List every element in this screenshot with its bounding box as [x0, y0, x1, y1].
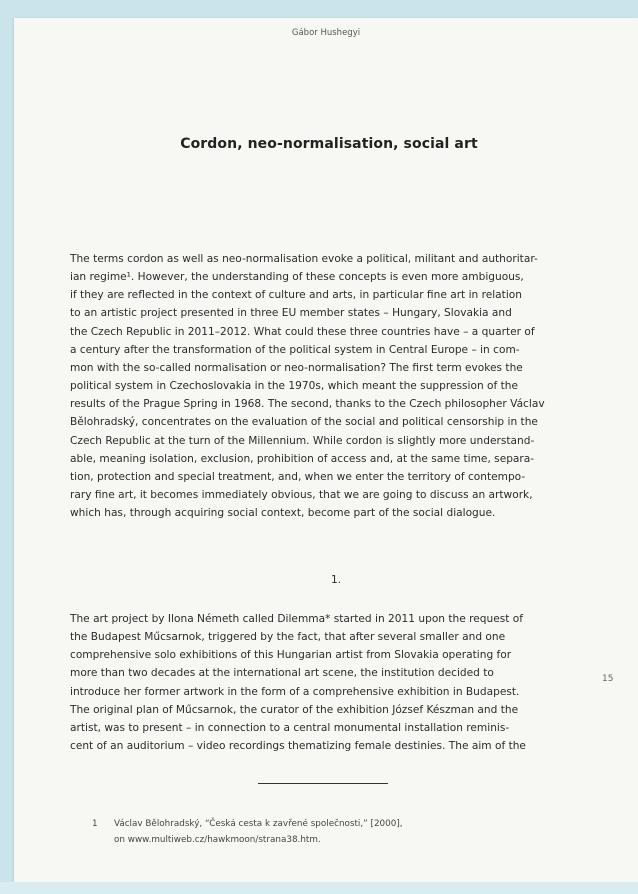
text-line: comprehensive solo exhibitions of this Hungarian artist from Slovakia operating for [70, 649, 512, 662]
text-line: the Budapest Műcsarnok, triggered by the fact, that after several smaller and one [70, 631, 506, 644]
text-line: cent of an auditorium – video recordings thematizing female destinies. The aim of the [70, 740, 526, 753]
page-bottom-edge [0, 882, 638, 894]
text-line: more than two decades at the international art scene, the institution decided to [70, 667, 494, 680]
text-line: The art project by Ilona Németh called Dilemma* started in 2011 upon the request of [70, 613, 523, 625]
book-page [14, 18, 638, 882]
page-number: 15 [602, 674, 614, 684]
text-line: results of the Prague Spring in 1968. The second, thanks to the Czech philosopher Václav [70, 398, 545, 411]
text-line: if they are reflected in the context of culture and arts, in particular fine art in relation [70, 289, 522, 302]
text-line: The terms cordon as well as neo-normalisation evoke a political, militant and authoritar- [70, 253, 538, 265]
text-line: Czech Republic at the turn of the Millennium. While cordon is slightly more understand- [70, 434, 535, 447]
text-line: The original plan of Műcsarnok, the curator of the exhibition József Készman and the [70, 703, 519, 716]
text-line: tion, protection and special treatment, and, when we enter the territory of contempo- [70, 470, 526, 483]
text-line: introduce her former artwork in the form of a comprehensive exhibition in Budapest. [70, 685, 520, 698]
text-line: rary fine art, it becomes immediately obvious, that we are going to discuss an artwork, [70, 489, 533, 502]
footnote-number: 1 [92, 819, 98, 829]
text-line: political system in Czechoslovakia in the 1970s, which meant the suppression of the [70, 380, 519, 393]
section-number: 1. [330, 574, 342, 586]
text-line: which has, through acquiring social context, become part of the social dialogue. [70, 507, 496, 520]
footnote-line: Václav Bělohradský, “Česká cesta k zavřené společnosti,” [2000], [114, 819, 403, 829]
paragraph-intro [70, 250, 590, 522]
text-line: a century after the transformation of the political system in Central Europe – in com- [70, 343, 520, 356]
text-line: artist, was to present – in connection to a central monumental installation reminis- [70, 721, 510, 734]
text-line: mon with the so-called normalisation or neo-normalisation? The first term evokes the [70, 361, 523, 374]
footnote-divider [258, 783, 388, 784]
running-header-author: Gábor Hushegyi [291, 28, 361, 38]
footnote-line: on www.multiweb.cz/hawkmoon/strana38.htm. [114, 835, 321, 845]
text-line: the Czech Republic in 2011–2012. What could these three countries have – a quarter of [70, 325, 535, 338]
text-line: ian regime¹. However, the understanding of these concepts is even more ambiguous, [70, 271, 524, 284]
paragraph-section-1 [70, 610, 590, 755]
text-line: Bělohradský, concentrates on the evaluation of the social and political censorship in the [70, 416, 538, 429]
article-title: Cordon, neo-normalisation, social art [180, 136, 478, 152]
footnote-text [114, 816, 403, 848]
text-line: able, meaning isolation, exclusion, prohibition of access and, at the same time, separa- [70, 452, 535, 465]
text-line: to an artistic project presented in three EU member states – Hungary, Slovakia and [70, 307, 512, 320]
